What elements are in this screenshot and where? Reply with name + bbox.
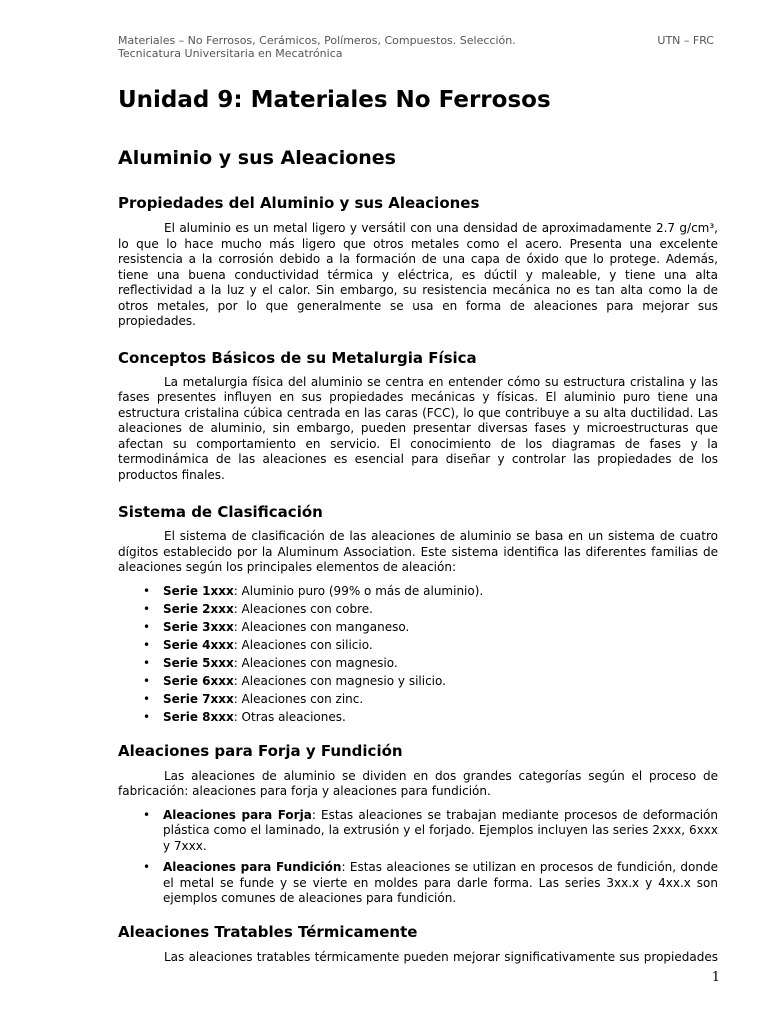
- list-item-term: Aleaciones para Forja: [163, 807, 312, 822]
- alloy-type-list: [118, 808, 718, 907]
- list-item-text: : Aleaciones con magnesio.: [233, 655, 398, 670]
- section-heading-heat-treatable: Aleaciones Tratables Térmicamente: [118, 922, 418, 941]
- list-item-text: : Aleaciones con magnesio y silicio.: [233, 673, 446, 688]
- list-item-text: : Estas aleaciones se trabajan mediante procesos de deformación plástica como el laminado, la extrusión y el forjado. Ejemplos incluyen las series 2xxx, 6xxx y 7xxx.: [163, 807, 718, 853]
- list-item-text: : Aleaciones con silicio.: [233, 637, 373, 652]
- list-item-term: Aleaciones para Fundición: [163, 860, 342, 875]
- section-heading-properties: Propiedades del Aluminio y sus Aleaciones: [118, 194, 480, 212]
- list-item-term: Serie 4xxx: [163, 637, 234, 652]
- list-item: [118, 602, 718, 618]
- unit-title: Unidad 9: Materiales No Ferrosos: [118, 87, 551, 113]
- section-paragraph-metallurgy: La metalurgia física del aluminio se centra en entender cómo su estructura cristalina y las fases presentes influyen en sus propiedades mecánicas y físicas. El aluminio puro tiene una estructura cristalina cúbica centrada en las caras (FCC), lo que contribuye a su alta ductilidad. Las aleaciones de aluminio, sin embargo, pueden presentar diversas fases y microestructuras que afectan su comportamiento en servicio. El conocimiento de los diagramas de fases y la termodinámica de las aleaciones es esencial para diseñar y controlar las propiedades de los productos finales.: [118, 374, 718, 482]
- document-body: [118, 86, 718, 965]
- section-heading-forging: Aleaciones para Forja y Fundición: [118, 741, 403, 760]
- list-item-text: : Otras aleaciones.: [233, 710, 346, 725]
- section-paragraph-forging: Las aleaciones de aluminio se dividen en dos grandes categorías según el proceso de fabricación: aleaciones para forja y aleaciones para fundición.: [118, 768, 718, 799]
- section-paragraph-heat-treatable: Las aleaciones tratables térmicamente pueden mejorar significativamente sus propiedades: [164, 949, 718, 964]
- header-course-title: Materiales – No Ferrosos, Cerámicos, Polímeros, Compuestos. Selección.: [118, 34, 516, 47]
- section-paragraph-properties: El aluminio es un metal ligero y versátil con una densidad de aproximadamente 2.7 g/cm³, lo que lo hace mucho más ligero que otros metales como el acero. Presenta una excelente resistencia a la corrosión debido a la formación de una capa de óxido que lo protege. Además, tiene una buena conductividad térmica y eléctrica, es dúctil y maleable, y tiene una alta reflectividad a la luz y el calor. Sin embargo, su resistencia mecánica no es tan alta como la de otros metales, por lo que generalmente se usa en forma de aleaciones para mejorar sus propiedades.: [118, 221, 718, 328]
- list-item: [118, 808, 718, 855]
- list-item-text: : Aluminio puro (99% o más de aluminio).: [233, 583, 484, 598]
- list-item-text: : Estas aleaciones se utilizan en procesos de fundición, donde el metal se funde y se vierte en moldes para darle forma. Las series 3xx.x y 4xx.x son ejemplos comunes de aleaciones para fundición.: [163, 860, 718, 906]
- list-item: [118, 620, 718, 636]
- list-item-term: Serie 1xxx: [163, 583, 234, 598]
- list-item-term: Serie 8xxx: [163, 710, 234, 725]
- section-heading-classification: Sistema de Clasificación: [118, 503, 323, 521]
- series-list: [118, 584, 718, 726]
- list-item-text: : Aleaciones con zinc.: [233, 692, 364, 707]
- list-item: [118, 584, 718, 600]
- list-item-term: Serie 7xxx: [163, 692, 234, 707]
- list-item-term: Serie 3xxx: [163, 619, 234, 634]
- list-item: [118, 638, 718, 654]
- list-item-term: Serie 6xxx: [163, 673, 234, 688]
- chapter-title: Aluminio y sus Aleaciones: [118, 147, 396, 169]
- section-paragraph-classification: El sistema de clasificación de las aleaciones de aluminio se basa en un sistema de cuatro dígitos establecido por la Aluminum Association. Este sistema identifica las diferentes familias de aleaciones según los principales elementos de aleación:: [118, 529, 718, 574]
- section-heading-metallurgy: Conceptos Básicos de su Metalurgia Física: [118, 348, 477, 367]
- list-item-term: Serie 2xxx: [163, 601, 234, 616]
- header-program: Tecnicatura Universitaria en Mecatrónica: [118, 47, 343, 60]
- list-item-text: : Aleaciones con manganeso.: [233, 619, 410, 634]
- page-header: [118, 34, 718, 60]
- list-item-term: Serie 5xxx: [163, 655, 234, 670]
- list-item: [118, 860, 718, 907]
- header-institution: UTN – FRC: [657, 34, 714, 47]
- list-item-text: : Aleaciones con cobre.: [233, 601, 373, 616]
- list-item: [118, 656, 718, 672]
- page-number: 1: [711, 970, 720, 985]
- list-item: [118, 674, 718, 690]
- list-item: [118, 692, 718, 708]
- list-item: [118, 710, 718, 726]
